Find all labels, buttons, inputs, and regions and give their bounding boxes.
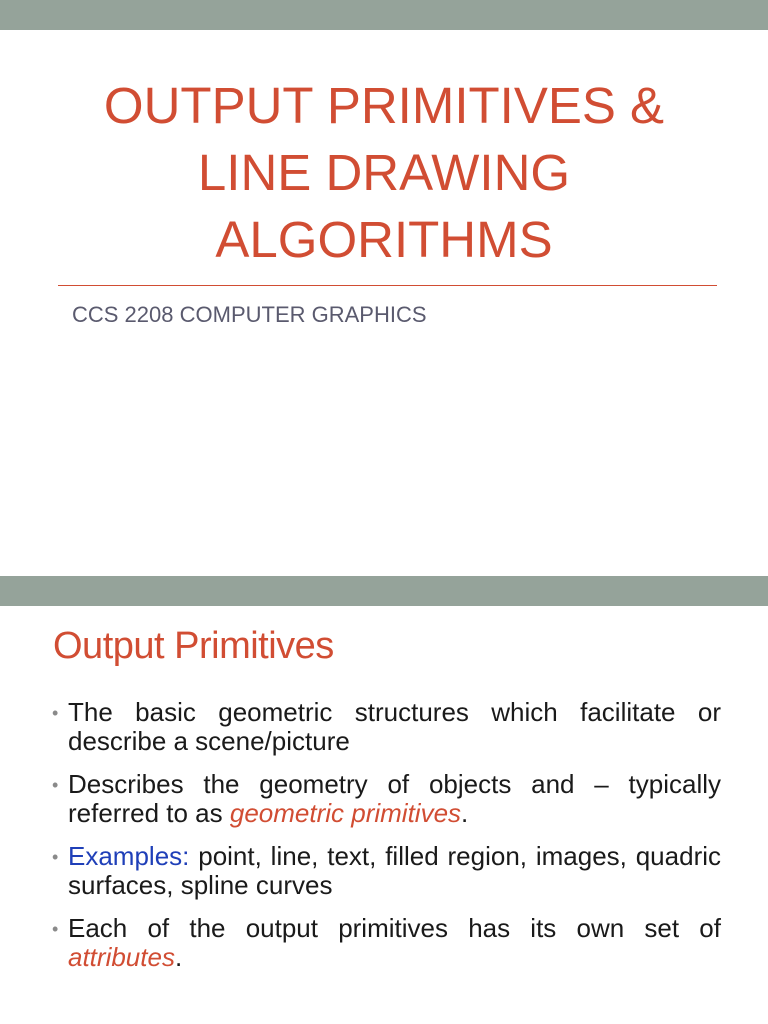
bullet-dot-icon: • bbox=[52, 919, 59, 939]
slide1-top-band bbox=[0, 0, 768, 30]
slide1-subtitle: CCS 2208 COMPUTER GRAPHICS bbox=[72, 302, 427, 327]
slide1-title-line-3: ALGORITHMS bbox=[215, 211, 553, 268]
bullet-item bbox=[52, 770, 721, 828]
bullet-item bbox=[52, 842, 721, 900]
slide1-title-line-2: LINE DRAWING bbox=[197, 144, 571, 201]
bullet-emphasis: attributes bbox=[68, 942, 175, 972]
slide1-title-line-1: OUTPUT PRIMITIVES & bbox=[103, 77, 665, 134]
bullet-text: Each of the output primitives has its own set of bbox=[68, 913, 721, 943]
bullet-item bbox=[52, 698, 721, 756]
bullet-text: Describes the geometry of objects and – typically referred to as bbox=[68, 769, 721, 828]
bullet-label: Examples: bbox=[68, 841, 190, 871]
slide2-bullet-list bbox=[52, 698, 721, 986]
bullet-dot-icon: • bbox=[52, 775, 59, 795]
bullet-trailing: . bbox=[461, 798, 469, 828]
bullet-emphasis: geometric primitives bbox=[229, 798, 462, 828]
slide1-title bbox=[40, 72, 728, 273]
bullet-item bbox=[52, 914, 721, 972]
slide2-top-band bbox=[0, 576, 768, 606]
bullet-dot-icon: • bbox=[52, 847, 59, 867]
slide1-title-rule bbox=[58, 285, 717, 286]
bullet-trailing: . bbox=[174, 942, 183, 972]
bullet-text: The basic geometric structures which facilitate or describe a scene/picture bbox=[68, 697, 721, 756]
bullet-text: point, line, text, filled region, images, quadric surfaces, spline curves bbox=[68, 841, 721, 900]
slide2-title: Output Primitives bbox=[53, 625, 334, 667]
bullet-dot-icon: • bbox=[52, 703, 59, 723]
